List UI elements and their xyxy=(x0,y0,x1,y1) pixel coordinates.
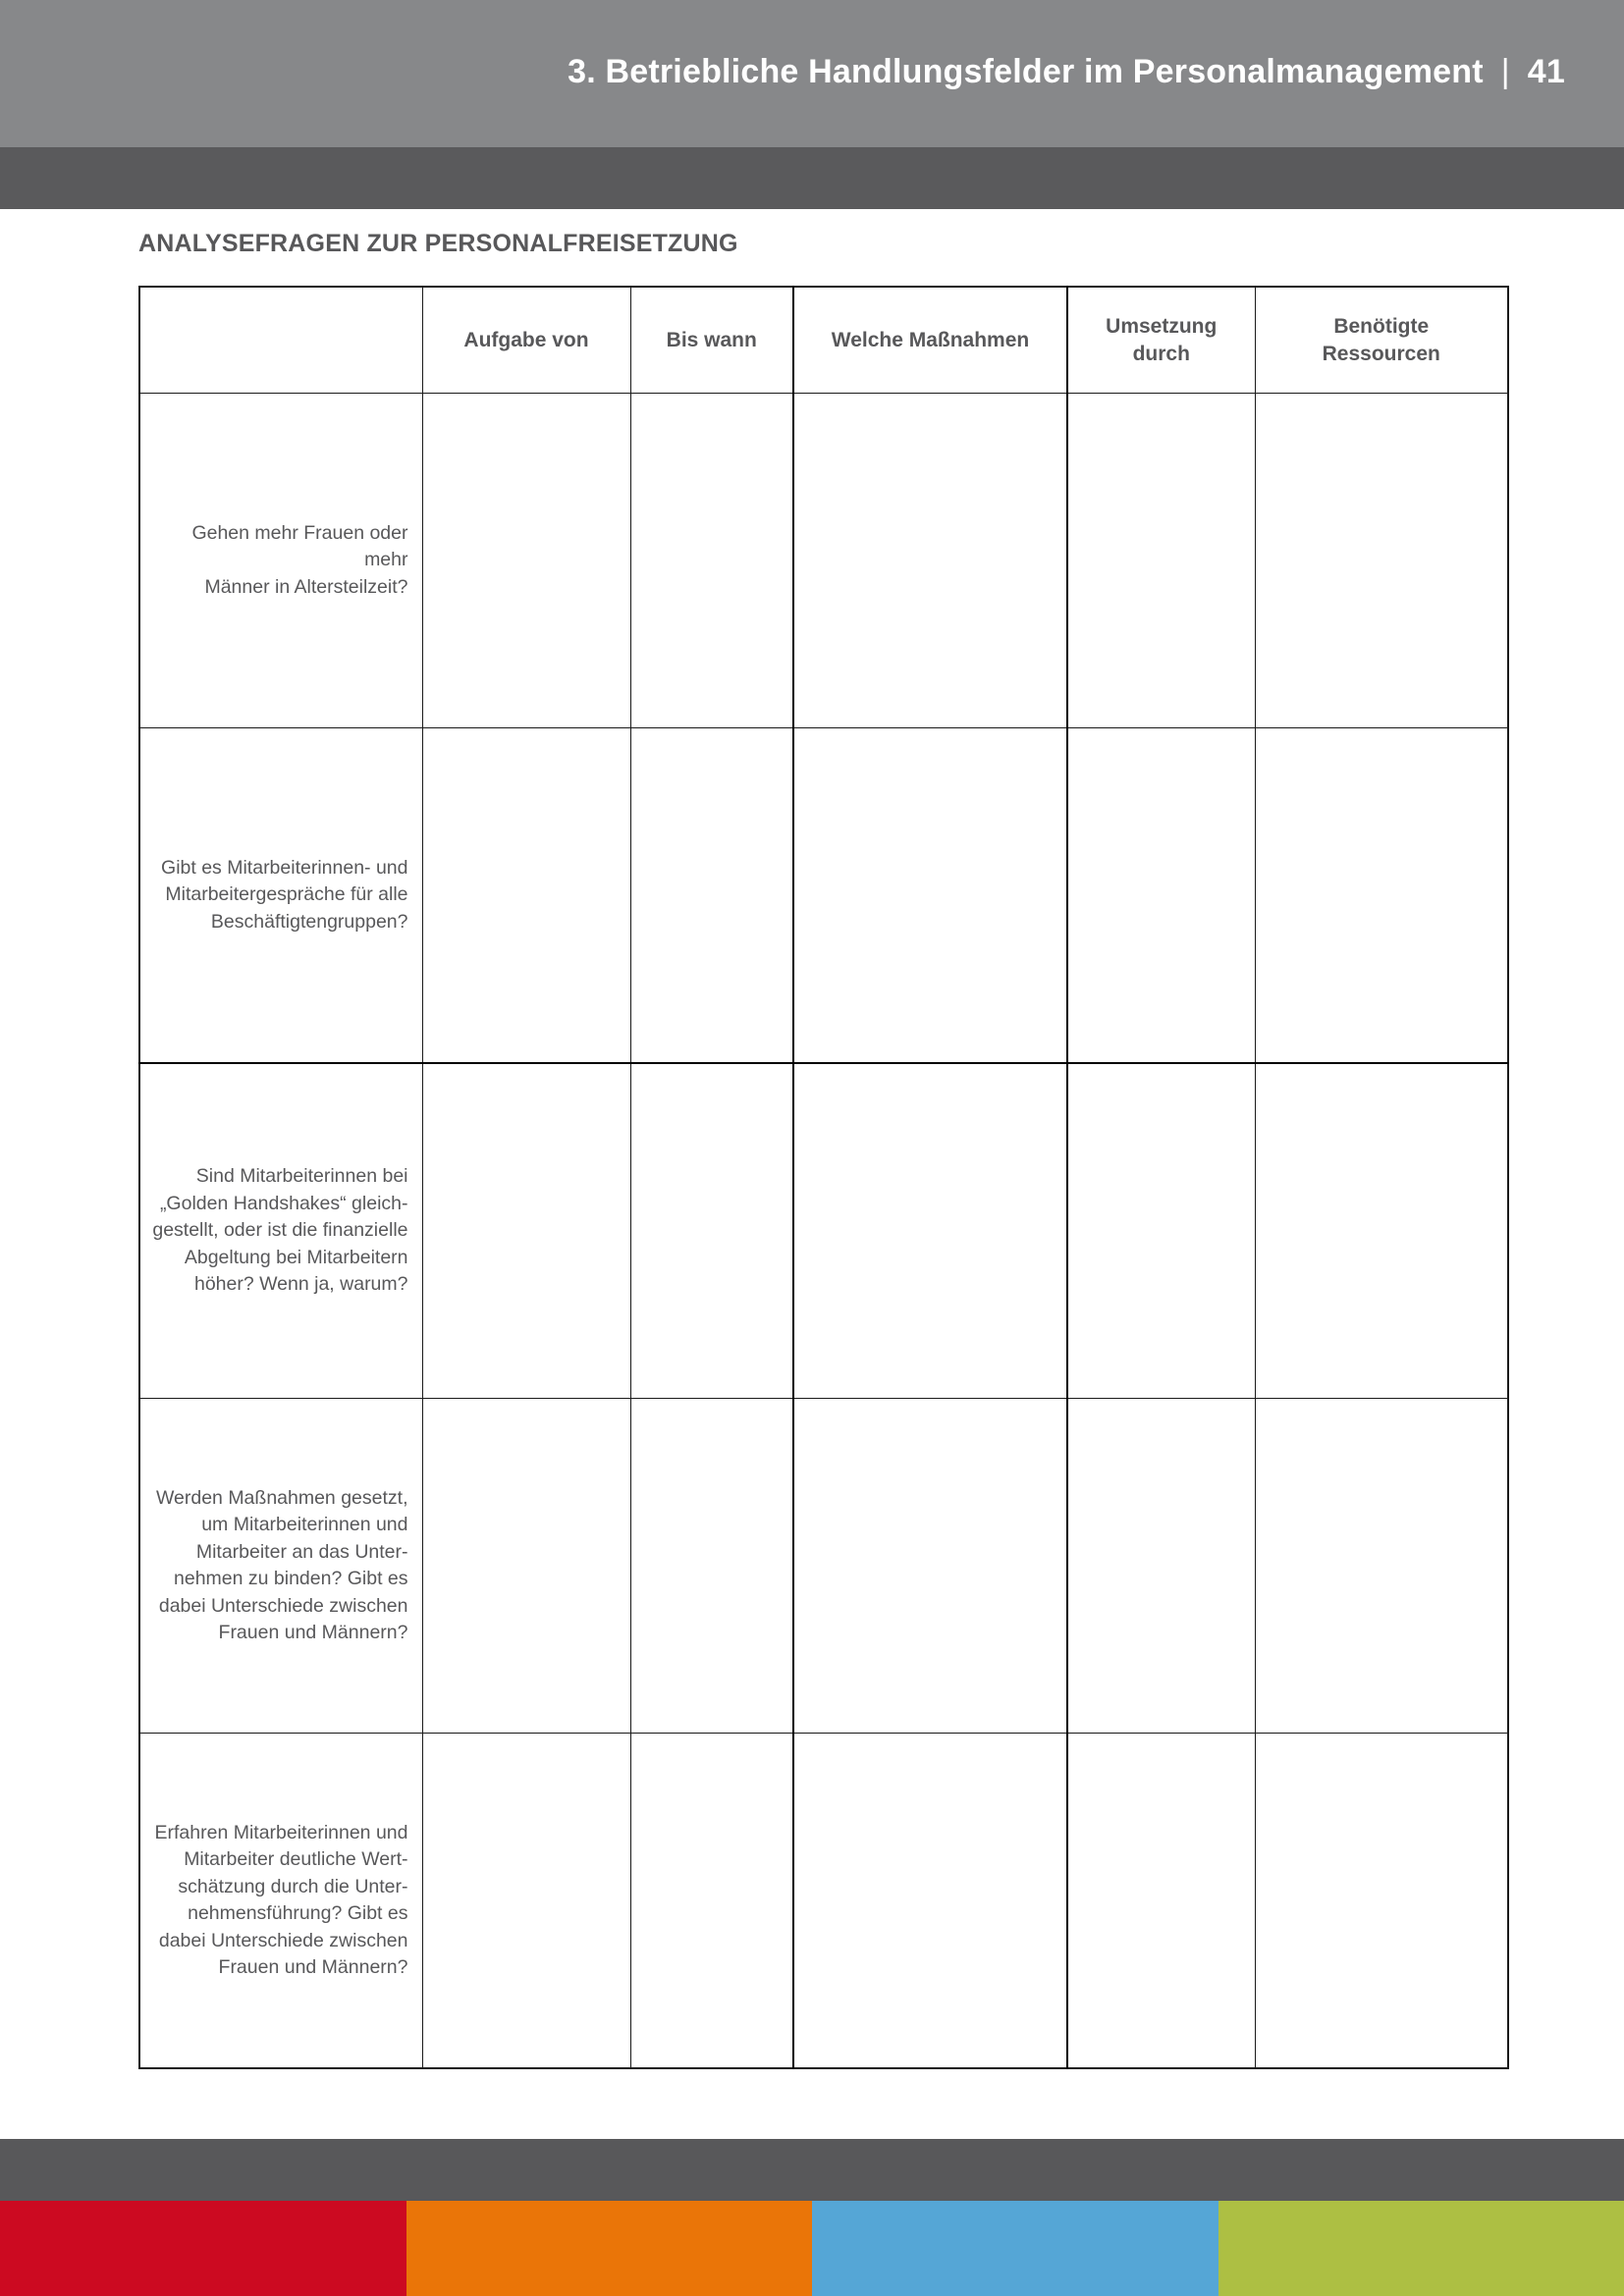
answer-cell-umsetzung-durch xyxy=(1067,1734,1255,2069)
answer-cell-aufgabe-von xyxy=(422,394,630,728)
question-cell: Werden Maßnahmen gesetzt, um Mitarbeiterinnen und Mitarbeiter an das Unter- nehmen zu binden? Gibt es dabei Unterschiede zwischen Frauen und Männern? xyxy=(139,1399,422,1734)
column-header-umsetzung-durch: Umsetzung durch xyxy=(1067,287,1255,394)
column-header-bis-wann: Bis wann xyxy=(630,287,793,394)
answer-cell-benoetigte-ressourcen xyxy=(1255,1399,1508,1734)
running-header xyxy=(568,53,1565,91)
question-cell: Sind Mitarbeiterinnen bei „Golden Handshakes“ gleich- gestellt, oder ist die finanzielle Abgeltung bei Mitarbeitern höher? Wenn ja, warum? xyxy=(139,1063,422,1399)
answer-cell-benoetigte-ressourcen xyxy=(1255,1734,1508,2069)
table-row xyxy=(139,1734,1508,2069)
answer-cell-welche-massnahmen xyxy=(793,1063,1067,1399)
answer-cell-aufgabe-von xyxy=(422,1399,630,1734)
answer-cell-benoetigte-ressourcen xyxy=(1255,394,1508,728)
footer-stripe-blue xyxy=(812,2201,1218,2296)
question-cell: Gehen mehr Frauen oder mehr Männer in Altersteilzeit? xyxy=(139,394,422,728)
answer-cell-umsetzung-durch xyxy=(1067,728,1255,1064)
table-row xyxy=(139,1063,1508,1399)
footer-stripe-red xyxy=(0,2201,406,2296)
column-header-aufgabe-von: Aufgabe von xyxy=(422,287,630,394)
question-cell: Gibt es Mitarbeiterinnen- und Mitarbeitergespräche für alle Beschäftigtengruppen? xyxy=(139,728,422,1064)
answer-cell-bis-wann xyxy=(630,1063,793,1399)
answer-cell-welche-massnahmen xyxy=(793,1734,1067,2069)
answer-cell-benoetigte-ressourcen xyxy=(1255,728,1508,1064)
answer-cell-umsetzung-durch xyxy=(1067,1063,1255,1399)
answer-cell-aufgabe-von xyxy=(422,1734,630,2069)
table-row xyxy=(139,728,1508,1064)
answer-cell-aufgabe-von xyxy=(422,728,630,1064)
question-cell: Erfahren Mitarbeiterinnen und Mitarbeiter deutliche Wert- schätzung durch die Unter- nehmensführung? Gibt es dabei Unterschiede zwischen Frauen und Männern? xyxy=(139,1734,422,2069)
answer-cell-benoetigte-ressourcen xyxy=(1255,1063,1508,1399)
answer-cell-bis-wann xyxy=(630,728,793,1064)
section-title: ANALYSEFRAGEN ZUR PERSONALFREISETZUNG xyxy=(138,230,738,257)
header-band xyxy=(0,147,1624,209)
answer-cell-welche-massnahmen xyxy=(793,728,1067,1064)
column-header-benoetigte-ressourcen: Benötigte Ressourcen xyxy=(1255,287,1508,394)
answer-cell-bis-wann xyxy=(630,1734,793,2069)
column-header-welche-massnahmen: Welche Maßnahmen xyxy=(793,287,1067,394)
table-row xyxy=(139,1399,1508,1734)
header-separator: | xyxy=(1500,53,1510,90)
footer-color-stripes xyxy=(0,2201,1624,2296)
answer-cell-welche-massnahmen xyxy=(793,1399,1067,1734)
answer-cell-welche-massnahmen xyxy=(793,394,1067,728)
table-header-row xyxy=(139,287,1508,394)
footer-band xyxy=(0,2139,1624,2201)
answer-cell-umsetzung-durch xyxy=(1067,394,1255,728)
footer-stripe-orange xyxy=(406,2201,813,2296)
answer-cell-aufgabe-von xyxy=(422,1063,630,1399)
column-header-question xyxy=(139,287,422,394)
header-bar xyxy=(0,0,1624,147)
page-number: 41 xyxy=(1527,53,1565,90)
answer-cell-umsetzung-durch xyxy=(1067,1399,1255,1734)
answer-cell-bis-wann xyxy=(630,394,793,728)
answer-cell-bis-wann xyxy=(630,1399,793,1734)
analysis-table xyxy=(138,286,1509,2069)
table-row xyxy=(139,394,1508,728)
chapter-title: 3. Betriebliche Handlungsfelder im Personalmanagement xyxy=(568,53,1484,90)
footer-stripe-green xyxy=(1218,2201,1624,2296)
